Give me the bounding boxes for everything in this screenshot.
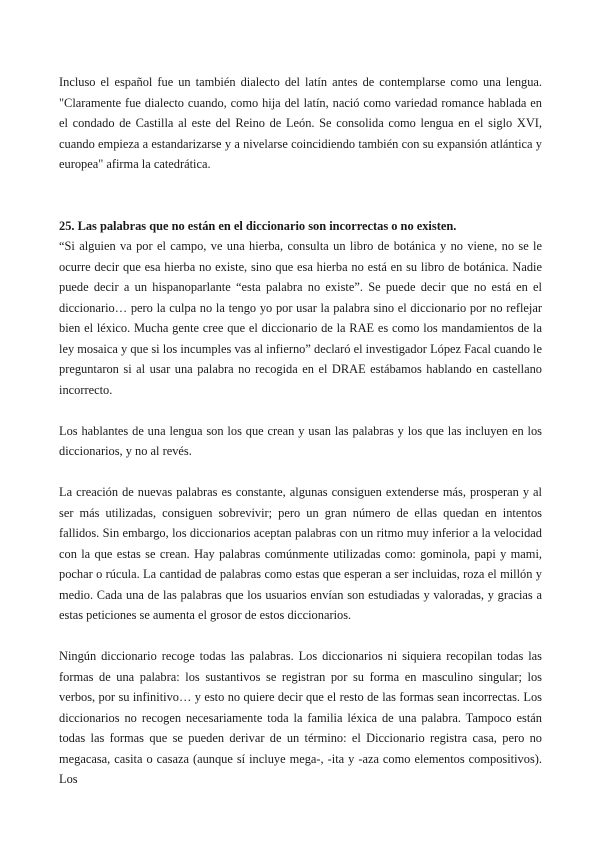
paragraph-lopez-facal-quote: “Si alguien va por el campo, ve una hierba, consulta un libro de botánica y no viene, no se le ocurre decir que esa hierba no existe, sino que esa hierba no está en su libro de botánica. Nadie puede decir a un hispanoparlante “esta palabra no existe”. Se puede decir que no está en el diccionario… pero la culpa no la tengo yo por usar la palabra sino el diccionario por no reflejar bien el léxico. Mucha gente cree que el diccionario de la RAE es como los mandamientos de la ley mosaica y que si los incumples vas al infierno” declaró el investigador López Facal cuando le preguntaron si al usar una palabra no recogida en el DRAE estábamos hablando en castellano incorrecto. xyxy=(59,239,542,397)
document-page xyxy=(59,72,542,790)
paragraph-new-words-creation: La creación de nuevas palabras es constante, algunas consiguen extenderse más, prosperan y al ser más utilizadas, consiguen sobrevivir; pero un gran número de ellas quedan en intentos fallidos. Sin embargo, los diccionarios aceptan palabras con un ritmo muy inferior a la velocidad con la que estas se crean. Hay palabras comúnmente utilizadas como: gominola, papi y mami, pochar o rúcula. La cantidad de palabras como estas que esperan a ser incluidas, roza el millón y medio. Cada una de las palabras que los usuarios envían son estudiadas y valoradas, y gracias a estas peticiones se aumenta el grosor de estos diccionarios. xyxy=(59,485,542,622)
spacer xyxy=(59,195,542,216)
section-heading-25: 25. Las palabras que no están en el diccionario son incorrectas o no existen. xyxy=(59,218,457,233)
paragraph-speakers-create-words: Los hablantes de una lengua son los que crean y usan las palabras y los que las incluyen en los diccionarios, y no al revés. xyxy=(59,423,542,458)
paragraph-castilian-dialect: Incluso el español fue un también dialecto del latín antes de contemplarse como una lengua. "Claramente fue dialecto cuando, como hija del latín, nació como variedad romance hablada en el condado de Castilla al este del Reino de León. Se consolida como lengua en el siglo XVI, cuando empieza a estandarizarse y a nivelarse coincidiendo también con su expansión atlántica y europea" afirma la catedrática. xyxy=(59,75,542,171)
paragraph-dictionaries-incomplete: Ningún diccionario recoge todas las palabras. Los diccionarios ni siquiera recopilan todas las formas de una palabra: los sustantivos se registran por su forma en masculino singular; los verbos, por su infinitivo… y esto no quiere decir que el resto de las formas sean incorrectas. Los diccionarios no recogen necesariamente toda la familia léxica de una palabra. Tampoco están todas las formas que se pueden derivar de un término: el Diccionario registra casa, pero no megacasa, casita o casaza (aunque sí incluye mega-, -ita y -aza como elementos compositivos). Los xyxy=(59,649,542,786)
